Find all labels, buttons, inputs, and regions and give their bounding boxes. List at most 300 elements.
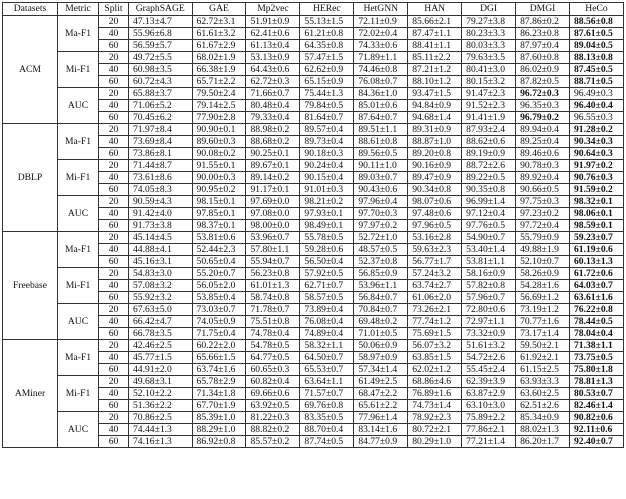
value-cell: 56.84±0.7 [354,292,408,304]
value-cell: 87.45±0.5 [570,64,624,76]
value-cell: 91.97±0.2 [570,160,624,172]
value-cell: 63.74±1.6 [192,364,246,376]
value-cell: 60.72±4.3 [129,76,193,88]
value-cell: 80.29±1.0 [408,436,462,448]
value-cell: 91.73±3.8 [129,220,193,232]
split-cell: 20 [99,124,129,136]
value-cell: 89.14±0.2 [246,172,300,184]
value-cell: 49.88±1.9 [516,244,570,256]
value-cell: 64.50±0.7 [300,352,354,364]
value-cell: 69.76±0.8 [300,400,354,412]
value-cell: 52.37±0.8 [354,256,408,268]
value-cell: 91.59±0.2 [570,184,624,196]
value-cell: 88.68±0.2 [246,136,300,148]
value-cell: 60.13±1.3 [570,256,624,268]
value-cell: 89.19±0.9 [462,148,516,160]
split-cell: 20 [99,232,129,244]
value-cell: 61.01±1.3 [246,280,300,292]
value-cell: 67.63±5.0 [129,304,193,316]
split-cell: 40 [99,28,129,40]
split-cell: 60 [99,148,129,160]
value-cell: 45.14±4.5 [129,232,193,244]
value-cell: 87.21±1.2 [408,64,462,76]
value-cell: 74.89±0.4 [300,328,354,340]
value-cell: 55.45±2.4 [462,364,516,376]
split-cell: 20 [99,412,129,424]
value-cell: 90.66±0.5 [516,184,570,196]
value-cell: 87.61±0.5 [570,28,624,40]
table-row [3,196,624,208]
value-cell: 96.99±1.4 [462,196,516,208]
value-cell: 87.97±0.4 [516,40,570,52]
table-body [3,16,624,448]
table-row [3,340,624,352]
value-cell: 51.91±0.9 [246,16,300,28]
value-cell: 88.61±0.8 [354,136,408,148]
value-cell: 79.84±0.5 [300,100,354,112]
value-cell: 61.15±2.5 [516,364,570,376]
value-cell: 60.82±0.4 [246,376,300,388]
value-cell: 90.43±0.6 [354,184,408,196]
value-cell: 84.36±1.0 [354,88,408,100]
value-cell: 90.15±0.4 [300,172,354,184]
value-cell: 62.72±0.3 [246,76,300,88]
value-cell: 66.38±1.9 [192,64,246,76]
split-cell: 60 [99,220,129,232]
value-cell: 90.24±0.4 [300,160,354,172]
value-cell: 61.61±3.2 [192,28,246,40]
value-cell: 76.89±1.6 [408,388,462,400]
value-cell: 89.03±0.7 [354,172,408,184]
value-cell: 89.22±0.5 [462,172,516,184]
value-cell: 92.40±0.7 [570,436,624,448]
value-cell: 79.33±0.4 [246,112,300,124]
header-cell: Mp2vec [246,3,300,16]
value-cell: 56.07±3.2 [408,340,462,352]
value-cell: 97.69±0.0 [246,196,300,208]
value-cell: 76.08±0.4 [300,316,354,328]
value-cell: 75.89±2.2 [462,412,516,424]
value-cell: 52.10±0.7 [516,256,570,268]
split-cell: 20 [99,268,129,280]
value-cell: 89.56±0.5 [354,148,408,160]
value-cell: 59.63±2.3 [408,244,462,256]
value-cell: 62.51±2.6 [516,400,570,412]
value-cell: 57.08±3.2 [129,280,193,292]
value-cell: 62.02±1.2 [408,364,462,376]
value-cell: 74.44±1.3 [129,424,193,436]
value-cell: 62.62±0.9 [300,64,354,76]
value-cell: 63.87±2.9 [462,388,516,400]
value-cell: 58.74±0.8 [246,292,300,304]
split-cell: 40 [99,136,129,148]
value-cell: 86.92±0.8 [192,436,246,448]
value-cell: 83.14±1.6 [354,424,408,436]
value-cell: 62.72±3.1 [192,16,246,28]
value-cell: 61.72±0.6 [570,268,624,280]
value-cell: 78.92±2.3 [408,412,462,424]
value-cell: 56.05±2.0 [192,280,246,292]
value-cell: 88.71±0.5 [570,76,624,88]
header-cell: Metric [58,3,99,16]
header-cell: HetGNN [354,3,408,16]
header-cell: HeCo [570,3,624,16]
header-cell: Split [99,3,129,16]
value-cell: 53.81±0.6 [192,232,246,244]
value-cell: 54.78±0.5 [246,340,300,352]
split-cell: 20 [99,88,129,100]
metric-cell: AUC [58,412,99,448]
value-cell: 49.68±3.1 [129,376,193,388]
value-cell: 76.08±0.7 [354,76,408,88]
value-cell: 63.60±2.5 [516,388,570,400]
table-row [3,52,624,64]
value-cell: 90.11±1.0 [354,160,408,172]
value-cell: 77.90±2.8 [192,112,246,124]
value-cell: 57.80±1.1 [246,244,300,256]
value-cell: 90.00±0.3 [192,172,246,184]
value-cell: 61.21±0.8 [300,28,354,40]
value-cell: 65.78±2.9 [192,376,246,388]
value-cell: 62.41±0.6 [246,28,300,40]
metric-cell: Ma-F1 [58,16,99,52]
split-cell: 60 [99,76,129,88]
split-cell: 60 [99,184,129,196]
value-cell: 58.32±1.1 [300,340,354,352]
value-cell: 60.98±3.5 [129,64,193,76]
value-cell: 90.16±0.9 [408,160,462,172]
value-cell: 45.16±3.1 [129,256,193,268]
metric-cell: Ma-F1 [58,340,99,376]
value-cell: 61.92±2.1 [516,352,570,364]
value-cell: 54.90±0.7 [462,232,516,244]
value-cell: 79.50±2.4 [192,88,246,100]
value-cell: 74.73±1.4 [408,400,462,412]
value-cell: 98.07±0.6 [408,196,462,208]
value-cell: 72.02±0.4 [354,28,408,40]
value-cell: 80.23±3.3 [462,28,516,40]
value-cell: 58.97±0.9 [354,352,408,364]
value-cell: 92.11±0.6 [570,424,624,436]
metric-cell: Mi-F1 [58,160,99,196]
metric-cell: Mi-F1 [58,376,99,412]
value-cell: 72.11±0.9 [354,16,408,28]
table-row [3,16,624,28]
value-cell: 71.57±0.7 [300,388,354,400]
value-cell: 98.06±0.1 [570,208,624,220]
value-cell: 78.44±0.5 [570,316,624,328]
value-cell: 71.89±1.1 [354,52,408,64]
value-cell: 68.86±4.6 [408,376,462,388]
dataset-cell: ACM [3,16,58,124]
value-cell: 66.42±4.7 [129,316,193,328]
value-cell: 89.94±0.4 [516,124,570,136]
value-cell: 98.00±0.0 [246,220,300,232]
value-cell: 65.71±2.2 [192,76,246,88]
value-cell: 91.47±2.3 [462,88,516,100]
value-cell: 54.72±2.6 [462,352,516,364]
value-cell: 69.66±0.6 [246,388,300,400]
value-cell: 89.57±0.4 [300,124,354,136]
value-cell: 97.48±0.6 [408,208,462,220]
value-cell: 85.34±0.9 [516,412,570,424]
value-cell: 91.17±0.1 [246,184,300,196]
results-table [2,2,624,448]
value-cell: 98.21±0.2 [300,196,354,208]
value-cell: 88.29±1.0 [192,424,246,436]
value-cell: 57.47±1.5 [300,52,354,64]
value-cell: 56.50±0.4 [300,256,354,268]
value-cell: 97.96±0.5 [408,220,462,232]
value-cell: 87.47±1.1 [408,28,462,40]
value-cell: 97.70±0.3 [354,208,408,220]
value-cell: 97.85±0.1 [192,208,246,220]
metric-cell: Ma-F1 [58,124,99,160]
value-cell: 90.64±0.3 [570,148,624,160]
value-cell: 89.47±0.9 [408,172,462,184]
value-cell: 73.19±1.2 [516,304,570,316]
value-cell: 76.22±0.8 [570,304,624,316]
split-cell: 60 [99,40,129,52]
value-cell: 73.32±0.9 [462,328,516,340]
value-cell: 94.68±1.4 [408,112,462,124]
split-cell: 60 [99,112,129,124]
value-cell: 88.72±2.6 [462,160,516,172]
value-cell: 53.96±0.7 [246,232,300,244]
value-cell: 65.15±0.9 [300,76,354,88]
value-cell: 87.86±0.2 [516,16,570,28]
value-cell: 79.27±3.8 [462,16,516,28]
value-cell: 63.74±2.7 [408,280,462,292]
split-cell: 20 [99,196,129,208]
table-row [3,160,624,172]
value-cell: 97.76±0.5 [462,220,516,232]
value-cell: 44.88±4.1 [129,244,193,256]
value-cell: 73.89±0.4 [300,304,354,316]
value-cell: 96.72±0.3 [516,88,570,100]
value-cell: 63.10±3.0 [462,400,516,412]
header-cell: GraphSAGE [129,3,193,16]
value-cell: 89.73±0.4 [300,136,354,148]
table-row [3,268,624,280]
value-cell: 55.13±1.5 [300,16,354,28]
value-cell: 64.03±0.7 [570,280,624,292]
value-cell: 80.53±0.7 [570,388,624,400]
value-cell: 91.42±4.0 [129,208,193,220]
value-cell: 44.91±2.0 [129,364,193,376]
value-cell: 88.10±1.2 [408,76,462,88]
value-cell: 90.08±0.2 [192,148,246,160]
value-cell: 89.25±0.4 [516,136,570,148]
value-cell: 52.72±1.0 [354,232,408,244]
dataset-cell: DBLP [3,124,58,232]
value-cell: 81.64±0.7 [300,112,354,124]
value-cell: 55.92±3.2 [129,292,193,304]
value-cell: 89.60±0.3 [192,136,246,148]
table-row [3,232,624,244]
split-cell: 60 [99,400,129,412]
split-cell: 20 [99,340,129,352]
value-cell: 71.66±0.7 [246,88,300,100]
value-cell: 88.56±0.8 [570,16,624,28]
table-row [3,124,624,136]
value-cell: 78.81±1.3 [570,376,624,388]
value-cell: 90.18±0.3 [300,148,354,160]
value-cell: 97.72±0.4 [516,220,570,232]
value-cell: 98.59±0.1 [570,220,624,232]
value-cell: 88.02±1.3 [516,424,570,436]
metric-cell: Ma-F1 [58,232,99,268]
value-cell: 88.70±0.4 [300,424,354,436]
value-cell: 63.85±1.5 [408,352,462,364]
value-cell: 89.04±0.5 [570,40,624,52]
split-cell: 40 [99,424,129,436]
value-cell: 77.21±1.4 [462,436,516,448]
value-cell: 86.20±1.7 [516,436,570,448]
value-cell: 90.82±0.6 [570,412,624,424]
value-cell: 71.75±0.4 [192,328,246,340]
value-cell: 70.86±2.5 [129,412,193,424]
value-cell: 90.34±0.3 [570,136,624,148]
value-cell: 71.34±1.8 [192,388,246,400]
value-cell: 88.98±0.2 [246,124,300,136]
value-cell: 72.97±1.1 [462,316,516,328]
value-cell: 89.51±1.1 [354,124,408,136]
value-cell: 80.03±3.3 [462,40,516,52]
split-cell: 60 [99,436,129,448]
value-cell: 96.49±0.3 [570,88,624,100]
value-cell: 54.83±3.0 [129,268,193,280]
split-cell: 40 [99,352,129,364]
value-cell: 57.96±0.7 [462,292,516,304]
value-cell: 85.57±0.2 [246,436,300,448]
value-cell: 89.46±0.6 [516,148,570,160]
table-row [3,376,624,388]
header-cell: Datasets [3,3,58,16]
value-cell: 56.23±0.8 [246,268,300,280]
value-cell: 90.35±0.8 [462,184,516,196]
split-cell: 20 [99,304,129,316]
value-cell: 89.67±0.1 [246,160,300,172]
value-cell: 91.55±0.1 [192,160,246,172]
value-cell: 66.78±3.5 [129,328,193,340]
value-cell: 87.64±0.7 [354,112,408,124]
value-cell: 50.06±0.9 [354,340,408,352]
value-cell: 90.76±0.3 [570,172,624,184]
value-cell: 56.77±1.7 [408,256,462,268]
value-cell: 88.62±0.6 [462,136,516,148]
value-cell: 65.66±1.5 [192,352,246,364]
value-cell: 47.13±4.7 [129,16,193,28]
value-cell: 59.23±0.7 [570,232,624,244]
split-cell: 20 [99,160,129,172]
value-cell: 91.52±2.3 [462,100,516,112]
value-cell: 74.05±0.9 [192,316,246,328]
value-cell: 75.44±1.3 [300,88,354,100]
value-cell: 90.59±4.3 [129,196,193,208]
value-cell: 58.57±0.5 [300,292,354,304]
value-cell: 90.95±0.2 [192,184,246,196]
value-cell: 73.03±0.7 [192,304,246,316]
value-cell: 96.55±0.3 [570,112,624,124]
value-cell: 63.93±3.3 [516,376,570,388]
value-cell: 73.75±0.5 [570,352,624,364]
split-cell: 60 [99,364,129,376]
header-cell: DMGI [516,3,570,16]
value-cell: 85.11±2.2 [408,52,462,64]
split-cell: 60 [99,328,129,340]
value-cell: 97.96±0.4 [354,196,408,208]
dataset-cell: AMiner [3,340,58,448]
value-cell: 55.78±0.5 [300,232,354,244]
header-cell: HERec [300,3,354,16]
value-cell: 71.38±1.1 [570,340,624,352]
value-cell: 88.87±1.0 [408,136,462,148]
split-cell: 60 [99,256,129,268]
value-cell: 56.85±0.9 [354,268,408,280]
value-cell: 97.08±0.0 [246,208,300,220]
value-cell: 71.06±5.2 [129,100,193,112]
split-cell: 40 [99,280,129,292]
value-cell: 75.51±0.8 [246,316,300,328]
value-cell: 74.16±1.3 [129,436,193,448]
value-cell: 68.47±2.2 [354,388,408,400]
value-cell: 87.60±0.8 [516,52,570,64]
metric-cell: AUC [58,88,99,124]
value-cell: 70.84±0.7 [354,304,408,316]
metric-cell: Mi-F1 [58,268,99,304]
value-cell: 85.66±2.1 [408,16,462,28]
split-cell: 20 [99,52,129,64]
split-cell: 60 [99,292,129,304]
value-cell: 91.41±1.9 [462,112,516,124]
value-cell: 53.96±1.1 [354,280,408,292]
value-cell: 97.97±0.2 [354,220,408,232]
value-cell: 63.64±1.1 [300,376,354,388]
value-cell: 58.16±0.9 [462,268,516,280]
value-cell: 96.35±0.3 [516,100,570,112]
value-cell: 52.44±2.3 [192,244,246,256]
value-cell: 57.92±0.5 [300,268,354,280]
value-cell: 65.61±2.2 [354,400,408,412]
value-cell: 54.28±1.6 [516,280,570,292]
value-cell: 53.40±1.4 [462,244,516,256]
value-cell: 49.72±5.5 [129,52,193,64]
value-cell: 80.72±2.1 [408,424,462,436]
value-cell: 60.65±0.3 [246,364,300,376]
split-cell: 40 [99,316,129,328]
value-cell: 97.75±0.3 [516,196,570,208]
value-cell: 85.01±0.6 [354,100,408,112]
value-cell: 75.69±1.5 [408,328,462,340]
value-cell: 90.34±0.8 [408,184,462,196]
value-cell: 53.13±0.9 [246,52,300,64]
metric-cell: Mi-F1 [58,52,99,88]
value-cell: 71.97±8.4 [129,124,193,136]
value-cell: 55.20±0.7 [192,268,246,280]
header-cell: HAN [408,3,462,16]
split-cell: 40 [99,64,129,76]
value-cell: 77.74±1.2 [408,316,462,328]
split-cell: 40 [99,100,129,112]
value-cell: 98.32±0.1 [570,196,624,208]
value-cell: 84.77±0.9 [354,436,408,448]
value-cell: 98.49±0.1 [300,220,354,232]
value-cell: 67.70±1.9 [192,400,246,412]
value-cell: 97.12±0.4 [462,208,516,220]
value-cell: 71.44±8.7 [129,160,193,172]
value-cell: 69.48±0.2 [354,316,408,328]
